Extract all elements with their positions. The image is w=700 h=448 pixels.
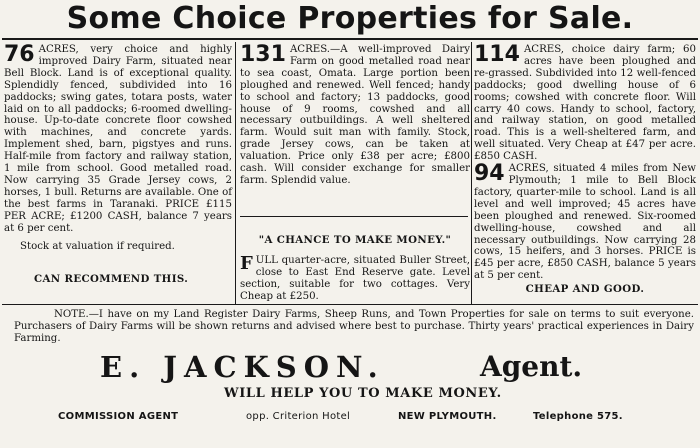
listing-text: ACRES, very choice and highly improved Dairy Farm, situated near Bell Block. Land is of exceptional quality. Splendidly fenced, subdivided into 16 paddocks; swing gates, totara posts, water laid on to all paddocks; 6-roomed dwelling-house. Up-to-date concrete floor cowshed with machines, and concrete yards. Implement shed, barn, pigstyes and runs. Half-mile from factory and railway station, 1 mile from school. Good metalled road. Now carrying 35 Grade Jersey cows, 2 horses, 1 bull. Returns are available. One of the best farms in Taranaki. PRICE £115 PER ACRE; £1200 CASH, balance 7 years at 6 per cent.	[4, 44, 232, 234]
column-divider-2	[471, 42, 472, 304]
listing-114-acres	[474, 44, 696, 163]
agent-role: Agent.	[480, 350, 583, 383]
listing-text: ACRES, situated 4 miles from New Plymouth; 1 mile to Bell Block factory, quarter-mile to school. Land is all level and well improved; 45 acres have been ploughed and renewed. Six-roomed dwelling-house, cowshed and all necessary outbuildings. Now carrying 28 cows, 15 heifers, and 3 horses. PRICE is £45 per acre, £850 CASH, balance 5 years at 5 per cent.	[474, 163, 696, 282]
column-divider-1	[235, 42, 236, 304]
agent-slogan: WILL HELP YOU TO MAKE MONEY.	[224, 386, 502, 401]
footer-address: opp. Criterion Hotel	[246, 411, 351, 422]
listing-column-2	[240, 44, 470, 302]
stock-note: Stock at valuation if required.	[20, 240, 175, 252]
drop-letter: F	[240, 252, 253, 274]
recommend-line: CAN RECOMMEND THIS.	[34, 273, 189, 286]
listing-text: ACRES, choice dairy farm; 60 acres have been ploughed and re-grassed. Subdivided into 12 well-fenced paddocks; good dwelling house of 6 rooms; cowshed with concrete floor. Will carry 40 cows. Handy to school, factory, and railway station, on good metalled road. This is a well-sheltered farm, and well situated. Very Cheap at £47 per acre. £850 CASH.	[474, 44, 696, 163]
listing-column-1	[4, 44, 232, 286]
listing-text: ACRES.—A well-improved Dairy Farm on good metalled road near to sea coast, Omata. Large portion been ploughed and renewed. Well fenced; handy to school and factory; 13 paddocks, good house of 9 rooms, cowshed and all necessary outbuildings. A well sheltered farm. Would suit man with family. Stock, grade Jersey cows, can be taken at valuation. Price only £38 per acre; £800 cash. Will consider exchange for smaller farm. Splendid value.	[240, 44, 470, 186]
note-paragraph: NOTE.—I have on my Land Register Dairy Farms, Sheep Runs, and Town Properties for sale on terms to suit everyone. Purchasers of Dairy Farms will be shown returns and advised where best to purchase. Thirty years' practical experiences in Dairy Farming.	[14, 309, 694, 344]
agent-name: E. JACKSON.	[100, 350, 385, 384]
listing-94-acres	[474, 163, 696, 282]
footer-town: NEW PLYMOUTH.	[398, 411, 497, 422]
cheap-and-good-line: CHEAP AND GOOD.	[525, 283, 645, 296]
top-rule	[2, 38, 698, 40]
listing-number: 76	[4, 42, 35, 67]
listing-number: 131	[240, 42, 286, 67]
listing-76-acres	[4, 44, 232, 235]
listing-quarter-acre	[240, 252, 470, 303]
listing-text: ULL quarter-acre, situated Buller Street, close to East End Reserve gate. Level section, suitable for two cottages. Very Cheap at £250.	[240, 254, 470, 302]
listing-column-3	[474, 44, 696, 296]
footer-telephone: Telephone 575.	[533, 411, 623, 422]
footer-commission: COMMISSION AGENT	[58, 411, 179, 422]
listing-number: 114	[474, 42, 520, 67]
lower-rule	[2, 304, 698, 305]
listing-number: 94	[474, 161, 505, 187]
page-title: Some Choice Properties for Sale.	[66, 1, 634, 36]
listing-131-acres	[240, 44, 470, 187]
chance-heading: "A CHANCE TO MAKE MONEY."	[258, 233, 452, 246]
